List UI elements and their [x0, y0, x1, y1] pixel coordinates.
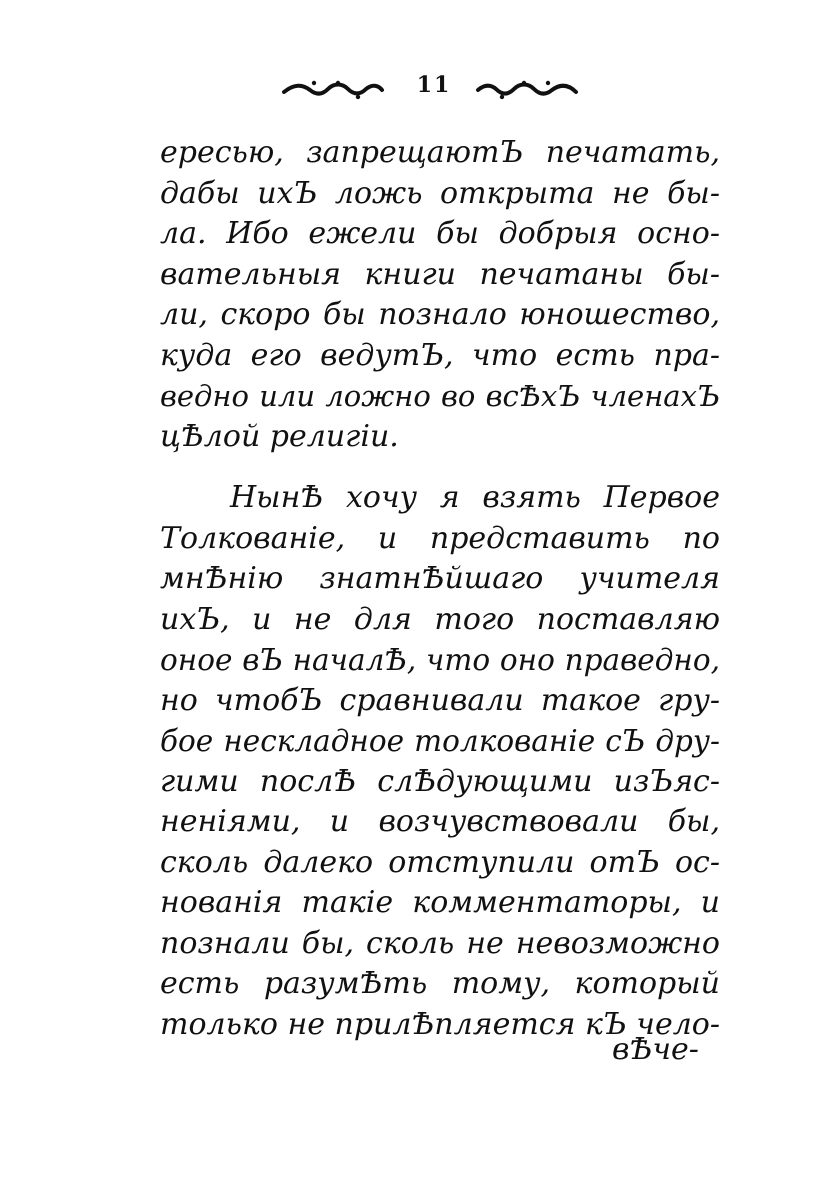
page-header [280, 72, 580, 108]
text-line: дабы ихЪ ложь открыта не бы- [160, 175, 720, 211]
text-line: ли, скоро бы познало юношество, [160, 297, 720, 332]
paragraph-2 [160, 478, 720, 1045]
text-line: ла. Ибо ежели бы добрыя осно- [160, 216, 720, 251]
text-line: сколь далеко отступили отЪ ос- [160, 844, 720, 880]
text-line: куда его ведутЪ, что есть пра- [160, 337, 720, 373]
text-line: оное вЪ началѢ, что оно праведно, [160, 643, 720, 677]
text-line: вательныя книги печатаны бы- [160, 256, 720, 292]
right-ornament-icon [474, 78, 580, 100]
text-line: ведно или ложно во всѢхЪ членахЪ [160, 379, 720, 413]
page-number: 11 [416, 72, 452, 98]
text-line: но чтобЪ сравнивали такое гру- [160, 682, 720, 718]
paragraph-1 [160, 133, 720, 457]
text-line: гими послѢ слѢдующими изЪяс- [160, 763, 720, 799]
text-line: Толкованіе, и представить по [160, 520, 720, 556]
text-line: цѢлой религіи. [160, 418, 399, 454]
left-ornament-icon [280, 78, 386, 100]
text-line: ересью, запрещаютЪ печатать, [160, 135, 720, 170]
catchword: вѢче- [612, 1032, 699, 1067]
text-line: НынѢ хочу я взять Первое [230, 480, 720, 515]
text-line: бое нескладное толкованіе сЪ дру- [160, 724, 720, 758]
text-line: мнѢнію знатнѢйшаго учителя [160, 561, 720, 596]
text-line: познали бы, сколь не невозможно [160, 925, 720, 961]
text-line: неніями, и возчувствовали бы, [160, 804, 720, 839]
text-line: только не прилѢпляется кЪ чело- [160, 1006, 720, 1042]
text-line: есть разумѢть тому, который [160, 966, 720, 1001]
text-line: нованія такіе комментаторы, и [160, 885, 720, 920]
text-line: ихЪ, и не для того поставляю [160, 601, 720, 637]
